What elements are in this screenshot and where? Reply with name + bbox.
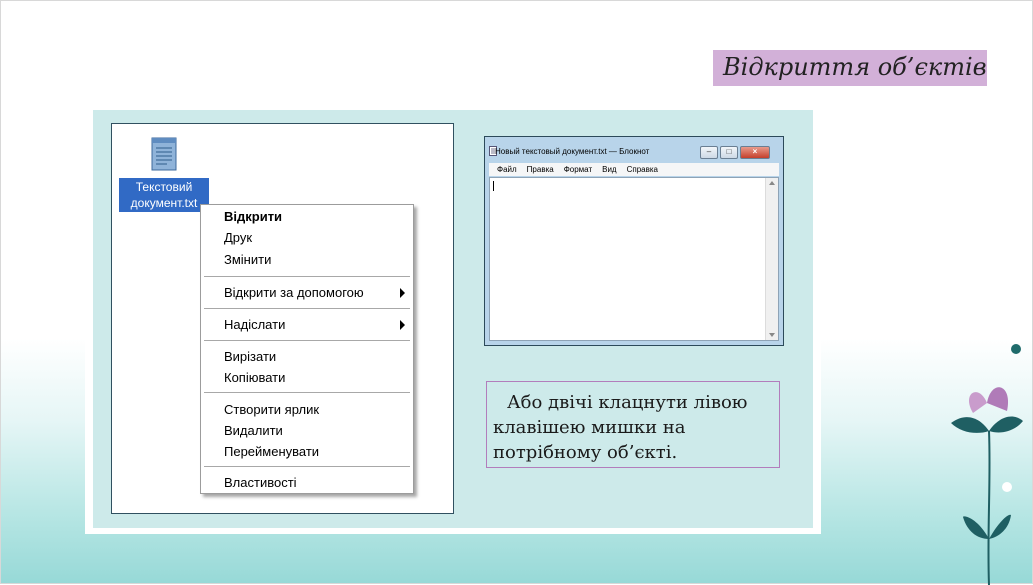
menu-item-print[interactable]: Друк	[224, 230, 253, 245]
text-file-icon[interactable]	[149, 134, 179, 172]
menu-separator	[204, 276, 410, 278]
notepad-title: Новый текстовый документ.txt — Блокнот	[495, 147, 650, 156]
vertical-scrollbar[interactable]	[765, 178, 778, 340]
notepad-menubar	[489, 163, 779, 176]
notepad-window	[484, 136, 784, 346]
menu-separator	[204, 308, 410, 310]
menu-item-delete[interactable]: Видалити	[224, 423, 283, 438]
menu-separator	[204, 340, 410, 342]
close-icon[interactable]: ×	[740, 146, 770, 159]
instruction-note: Або двічі клацнути лівою клавішею мишки на потрібному об’єкті.	[486, 381, 780, 468]
menu-item-create-shortcut[interactable]: Створити ярлик	[224, 402, 320, 417]
menu-view[interactable]: Вид	[602, 165, 617, 174]
scroll-up-icon[interactable]	[769, 181, 775, 185]
scroll-down-icon[interactable]	[769, 333, 775, 337]
menu-help[interactable]: Справка	[626, 165, 658, 174]
file-name-label[interactable]	[119, 178, 209, 212]
menu-file[interactable]: Файл	[497, 165, 517, 174]
menu-item-properties[interactable]: Властивості	[224, 475, 297, 490]
flower-decoration	[941, 331, 1033, 585]
notepad-text-area[interactable]	[489, 177, 779, 341]
menu-separator	[204, 392, 410, 394]
submenu-arrow-icon	[400, 288, 405, 298]
menu-format[interactable]: Формат	[563, 165, 593, 174]
menu-item-open[interactable]: Відкрити	[224, 209, 283, 224]
file-name-line1: Текстовий	[135, 180, 193, 194]
file-name-line2: документ.txt	[130, 196, 198, 210]
text-caret	[493, 181, 494, 191]
slide-title: Відкриття об’єктів	[713, 50, 987, 86]
maximize-icon[interactable]: □	[720, 146, 738, 159]
menu-item-copy[interactable]: Копіювати	[224, 370, 286, 385]
menu-item-cut[interactable]: Вирізати	[224, 349, 277, 364]
menu-item-open-with[interactable]: Відкрити за допомогою	[224, 285, 364, 300]
menu-separator	[204, 466, 410, 468]
window-controls	[700, 146, 770, 159]
menu-item-send-to[interactable]: Надіслати	[224, 317, 286, 332]
minimize-icon[interactable]: –	[700, 146, 718, 159]
menu-item-edit[interactable]: Змінити	[224, 252, 272, 267]
explorer-screenshot	[111, 123, 454, 514]
submenu-arrow-icon	[400, 320, 405, 330]
menu-item-rename[interactable]: Перейменувати	[224, 444, 320, 459]
menu-edit[interactable]: Правка	[526, 165, 554, 174]
context-menu	[200, 204, 414, 494]
